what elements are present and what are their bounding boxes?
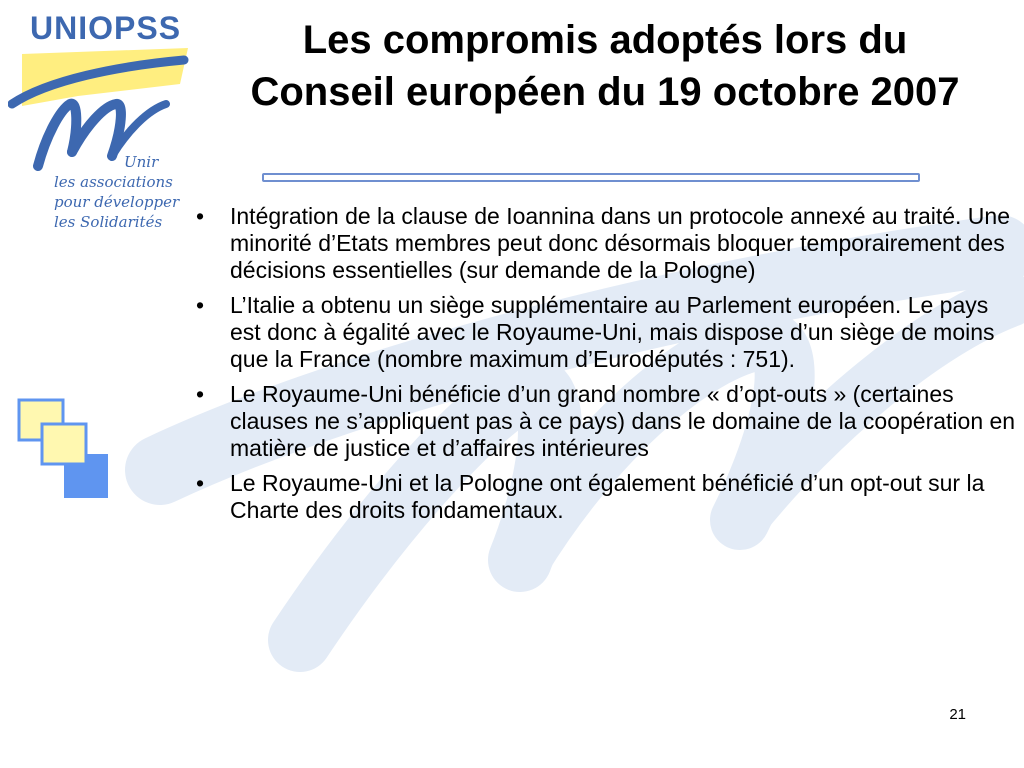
bullet-item <box>196 381 1016 462</box>
logo-tagline-line: les associations <box>54 173 173 191</box>
bullet-icon: • <box>196 381 205 407</box>
bullet-item <box>196 470 1016 524</box>
slide-title: Les compromis adoptés lors du Conseil européen du 19 octobre 2007 <box>250 18 960 114</box>
bullet-list <box>196 203 1016 532</box>
bullet-item <box>196 292 1016 373</box>
bullet-text: L’Italie a obtenu un siège supplémentaire au Parlement européen. Le pays est donc à égalité avec le Royaume-Uni, mais dispose d’un siège de moins que la France (nombre maximum d’Eurodéputés : 751). <box>230 292 995 372</box>
logo-tagline-line: les Solidarités <box>54 213 163 231</box>
bullet-text: Le Royaume-Uni et la Pologne ont également bénéficié d’un opt-out sur la Charte des droits fondamentaux. <box>230 470 985 523</box>
logo-tagline <box>52 152 202 232</box>
page-number: 21 <box>949 706 966 723</box>
bullet-text: Le Royaume-Uni bénéficie d’un grand nombre « d’opt-outs » (certaines clauses ne s’appliquent pas à ce pays) dans le domaine de la coopération en matière de justice et d’affaires intérieures <box>230 381 1016 461</box>
bullet-icon: • <box>196 292 205 318</box>
bullet-icon: • <box>196 470 205 496</box>
logo-tagline-line: pour développer <box>54 193 180 211</box>
title-underline <box>262 173 920 182</box>
decorative-squares-icon <box>16 396 116 506</box>
uniopss-logo <box>8 6 198 246</box>
bullet-item <box>196 203 1016 284</box>
bullet-icon: • <box>196 203 205 229</box>
logo-tagline-line: Unir <box>124 153 159 171</box>
bullet-text: Intégration de la clause de Ioannina dans un protocole annexé au traité. Une minorité d’Etats membres peut donc désormais bloquer temporairement des décisions essentielles (sur demande de la Pologne) <box>230 203 1011 283</box>
logo-wordmark: UNIOPSS <box>30 10 182 46</box>
